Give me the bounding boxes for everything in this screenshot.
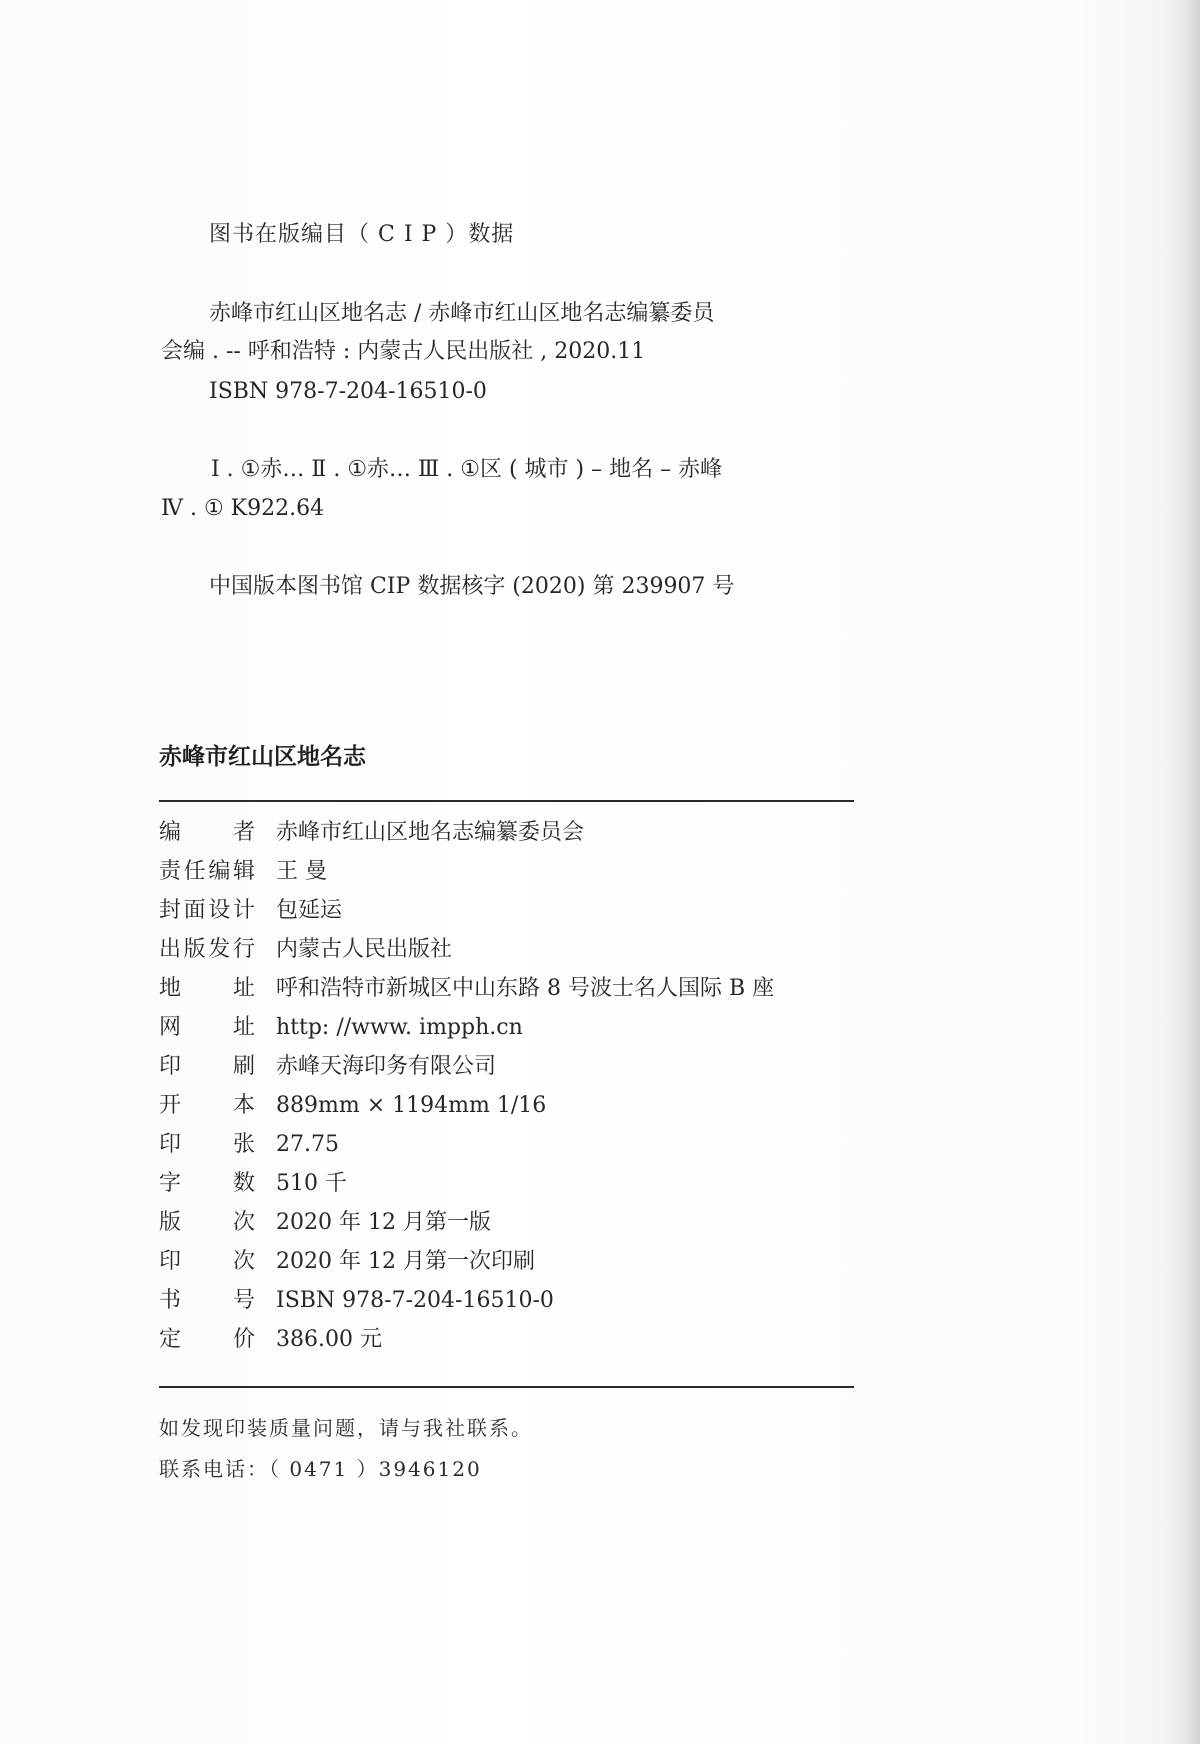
cip-record-number: 中国版本图书馆 CIP 数据核字 (2020) 第 239907 号 xyxy=(209,574,735,599)
field-row-editor xyxy=(159,819,859,858)
cip-classification-line: Ⅳ . ① K922.64 xyxy=(161,496,325,521)
field-value: 内蒙古人民出版社 xyxy=(276,937,453,962)
quality-notice: 如发现印装质量问题，请与我社联系。 xyxy=(159,1416,533,1440)
field-row-isbn xyxy=(159,1287,859,1326)
contact-phone: 联系电话：（ 0471 ）3946120 xyxy=(159,1457,482,1481)
field-value: 2020 年 12 月第一次印刷 xyxy=(276,1249,535,1274)
field-row-sheets xyxy=(159,1131,859,1170)
field-value: 2020 年 12 月第一版 xyxy=(276,1210,491,1235)
field-label: 责任编辑 xyxy=(159,859,255,884)
cip-title-line: 赤峰市红山区地名志 / 赤峰市红山区地名志编纂委员 xyxy=(209,301,715,326)
field-value: 包延运 xyxy=(276,898,343,923)
cip-isbn-line: ISBN 978-7-204-16510-0 xyxy=(209,379,487,404)
field-row-address xyxy=(159,975,859,1014)
field-value: 呼和浩特市新城区中山东路 8 号波士名人国际 B 座 xyxy=(276,976,775,1001)
field-value: 889mm × 1194mm 1/16 xyxy=(276,1093,547,1118)
field-value: 386.00 元 xyxy=(276,1327,382,1352)
field-label: 封面设计 xyxy=(159,898,255,923)
field-row-printer xyxy=(159,1053,859,1092)
field-row-impression xyxy=(159,1248,859,1287)
field-row-word-count xyxy=(159,1170,859,1209)
field-label: 版次 xyxy=(159,1210,255,1235)
field-label: 字数 xyxy=(159,1171,255,1196)
field-value: 510 千 xyxy=(276,1171,347,1196)
field-row-cover-design xyxy=(159,897,859,936)
field-row-price xyxy=(159,1326,859,1365)
field-label: 定价 xyxy=(159,1327,255,1352)
field-value: http: //www. impph.cn xyxy=(276,1015,523,1040)
field-label: 出版发行 xyxy=(159,937,255,962)
field-value: ISBN 978-7-204-16510-0 xyxy=(276,1288,554,1313)
field-label: 开本 xyxy=(159,1093,255,1118)
field-value: 赤峰市红山区地名志编纂委员会 xyxy=(276,820,585,845)
cip-publisher-line: 会编 . -- 呼和浩特 : 内蒙古人民出版社 , 2020.11 xyxy=(161,339,646,364)
page-edge-shadow xyxy=(1164,0,1200,1744)
field-value: 27.75 xyxy=(276,1132,339,1157)
field-row-publisher xyxy=(159,936,859,975)
field-row-responsible-editor xyxy=(159,858,859,897)
field-row-edition xyxy=(159,1209,859,1248)
field-row-format xyxy=(159,1092,859,1131)
field-label: 地址 xyxy=(159,976,255,1001)
cip-heading: 图书在版编目（ C I P ）数据 xyxy=(209,222,515,247)
book-title: 赤峰市红山区地名志 xyxy=(159,744,366,770)
cip-subject-line: Ⅰ . ①赤… Ⅱ . ①赤… Ⅲ . ①区 ( 城市 ) – 地名 – 赤峰 xyxy=(211,457,723,482)
field-label: 书号 xyxy=(159,1288,255,1313)
field-row-website xyxy=(159,1014,859,1053)
field-label: 网址 xyxy=(159,1015,255,1040)
bottom-divider xyxy=(159,1386,854,1388)
field-label: 印次 xyxy=(159,1249,255,1274)
field-label: 印刷 xyxy=(159,1054,255,1079)
publication-details xyxy=(159,819,859,1365)
top-divider xyxy=(159,800,854,802)
field-value: 赤峰天海印务有限公司 xyxy=(276,1054,497,1079)
field-value: 王 曼 xyxy=(276,859,327,884)
field-label: 印张 xyxy=(159,1132,255,1157)
field-label: 编者 xyxy=(159,820,255,845)
